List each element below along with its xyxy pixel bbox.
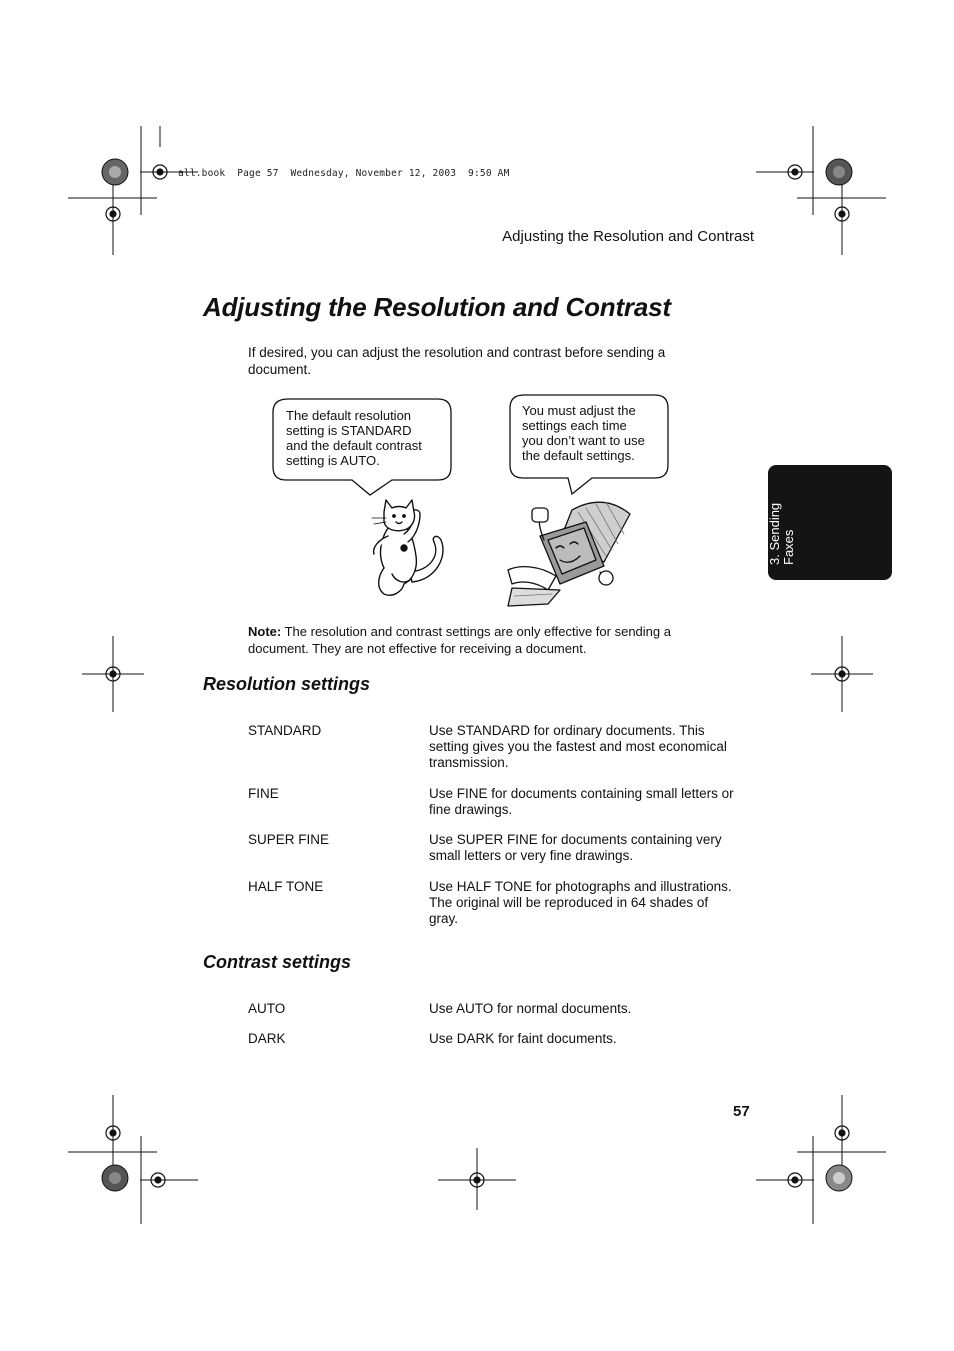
note-paragraph xyxy=(248,623,718,657)
contrast-desc: Use DARK for faint documents. xyxy=(429,1031,617,1046)
chapter-tab xyxy=(768,465,892,580)
right-bubble-line: you don’t want to use xyxy=(522,433,645,448)
chapter-tab-line1: 3. Sending xyxy=(767,502,782,565)
running-header: Adjusting the Resolution and Contrast xyxy=(502,228,754,245)
left-bubble-line: The default resolution xyxy=(286,408,412,423)
intro-paragraph: If desired, you can adjust the resolution and contrast before sending a document. xyxy=(248,345,666,377)
page-title: Adjusting the Resolution and Contrast xyxy=(203,292,671,322)
chapter-tab-line2: Faxes xyxy=(781,529,796,565)
note-label: Note: xyxy=(248,624,282,639)
resolution-desc: Use SUPER FINE for documents containing very small letters or very fine drawings. xyxy=(429,832,722,863)
chapter-tab-label xyxy=(767,483,856,565)
left-bubble-line: and the default contrast xyxy=(286,438,422,453)
print-slug: all.book Page 57 Wednesday, November 12, 2003 9:50 AM xyxy=(178,168,510,179)
resolution-term: HALF TONE xyxy=(248,879,324,894)
page-number: 57 xyxy=(733,1103,750,1120)
cat-mascot-icon xyxy=(372,500,443,595)
resolution-desc: Use FINE for documents containing small letters or fine drawings. xyxy=(429,786,734,817)
resolution-term: FINE xyxy=(248,786,279,801)
resolution-term: SUPER FINE xyxy=(248,832,330,847)
contrast-term: AUTO xyxy=(248,1001,286,1016)
right-bubble-line: the default settings. xyxy=(522,448,635,463)
left-bubble-line: setting is AUTO. xyxy=(286,453,380,468)
contrast-heading: Contrast settings xyxy=(203,952,352,972)
left-bubble-line: setting is STANDARD xyxy=(286,423,412,438)
contrast-desc: Use AUTO for normal documents. xyxy=(429,1001,632,1016)
right-bubble-line: You must adjust the xyxy=(522,403,636,418)
right-bubble-line: settings each time xyxy=(522,418,627,433)
resolution-desc: Use STANDARD for ordinary documents. This setting gives you the fastest and most economical transmission. xyxy=(429,723,727,770)
resolution-heading: Resolution settings xyxy=(203,674,371,694)
contrast-term: DARK xyxy=(248,1031,286,1046)
resolution-term: STANDARD xyxy=(248,723,322,738)
note-text: The resolution and contrast settings are only effective for sending a document. They are not effective for receiving a document. xyxy=(248,624,671,656)
resolution-desc: Use HALF TONE for photographs and illustrations. The original will be reproduced in 64 shades of gray. xyxy=(429,879,732,926)
fax-machine-mascot-icon xyxy=(508,502,630,606)
